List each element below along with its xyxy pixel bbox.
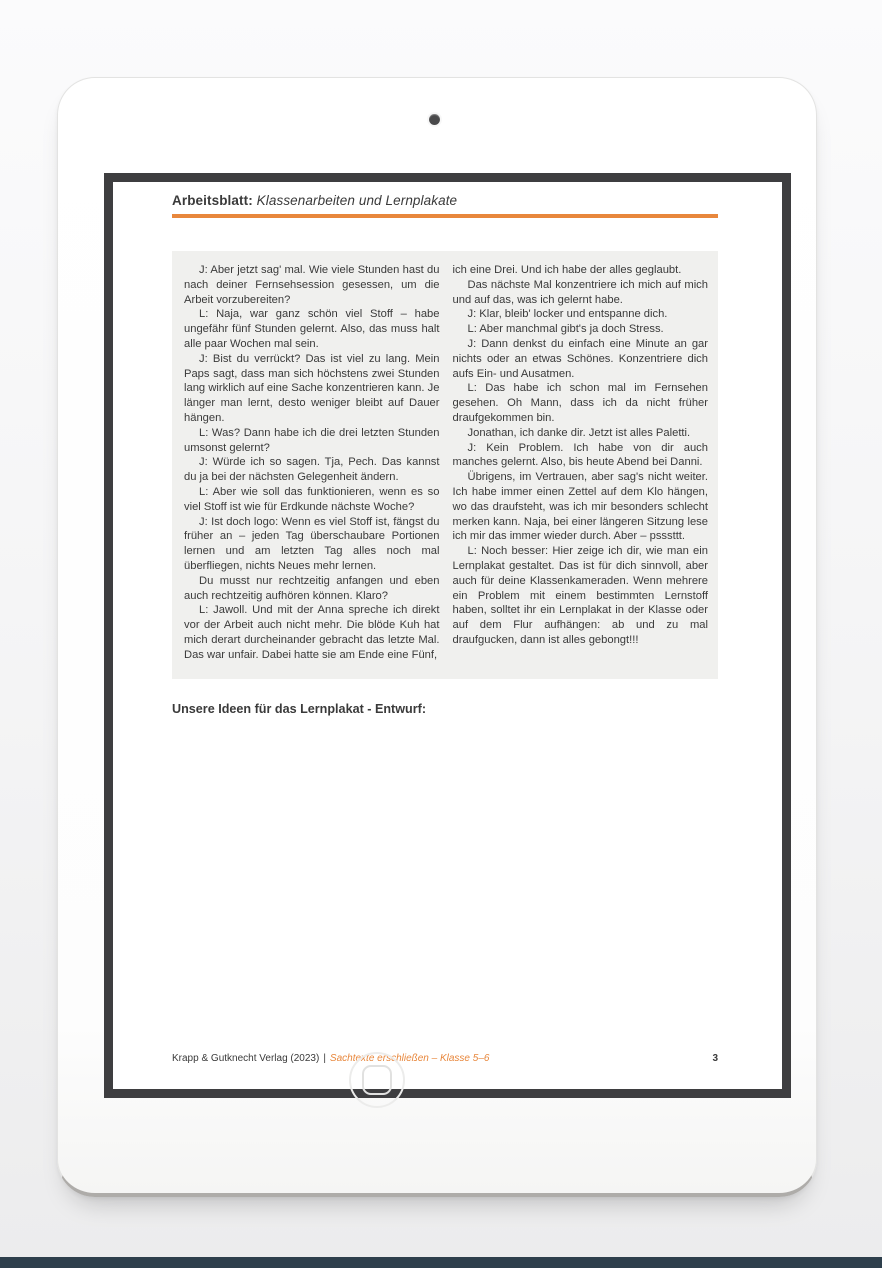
dialogue-paragraph: Das nächste Mal konzentriere ich mich auf mich und auf das, was ich gelernt habe. <box>452 278 708 306</box>
dialogue-paragraph: J: Ist doch logo: Wenn es viel Stoff ist, fängst du früher an – jeden Tag überschaubare Portionen lernen und am letzten Tag alles noch mal überfliegen, nichts Neues mehr lernen. <box>184 515 440 572</box>
dialogue-paragraph: J: Bist du verrückt? Das ist viel zu lang. Mein Paps sagt, dass man sich höchstens zwei Stunden lang wirklich auf eine Sache konzentrieren kann. Je länger man lernt, desto weniger bleibt auf Dauer hängen. <box>184 352 440 424</box>
footer-series-title: Sachtexte erschließen – Klasse 5–6 <box>329 1053 490 1064</box>
dialogue-paragraph: J: Aber jetzt sag' mal. Wie viele Stunden hast du nach deiner Fernsehsession gesessen, um die Arbeit vorzubereiten? <box>184 264 440 306</box>
dialogue-paragraph: L: Das habe ich schon mal im Fernsehen gesehen. Oh Mann, dass ich da nicht früher draufgekommen bin. <box>452 382 708 424</box>
worksheet-header-title: Klassenarbeiten und Lernplakate <box>256 193 458 208</box>
dialogue-column-right <box>453 263 709 679</box>
worksheet-header <box>172 193 718 208</box>
dialogue-column-left <box>184 263 440 679</box>
dialogue-paragraph: L: Jawoll. Und mit der Anna spreche ich direkt vor der Arbeit auch nicht mehr. Die blöde Kuh hat mich derart durcheinander gebracht das letzte Mal. Das war unfair. Dabei hatte sie am Ende eine Fünf, <box>184 604 440 661</box>
tablet-device <box>57 77 817 1197</box>
dialogue-paragraph: L: Naja, war ganz schön viel Stoff – habe ungefähr fünf Stunden gelernt. Also, das muss halt alle paar Wochen mal sein. <box>184 308 440 350</box>
dialogue-paragraph: L: Noch besser: Hier zeige ich dir, wie man ein Lernplakat gestaltet. Das ist für dich sinnvoll, aber auch für deine Klassenkameraden. Wenn mehrere ein Problem mit einem bestimmten Lernstoff haben, solltet ihr ein Lernplakat in der Klasse oder auf dem Flur aufhängen: ab und zu mal draufgucken, dann ist alles gebongt!!! <box>452 545 708 646</box>
footer-publisher: Krapp & Gutknecht Verlag (2023) <box>172 1053 320 1064</box>
dialogue-paragraph: Übrigens, im Vertrauen, aber sag's nicht weiter. Ich habe immer einen Zettel auf dem Klo hängen, wo das draufsteht, was ich mir besonders schlecht merken kann. Naja, bei einer längeren Sitzung lese ich mir das immer wieder durch. Aber – psssttt. <box>452 471 708 543</box>
footer-credit <box>172 1053 489 1064</box>
section-heading: Unsere Ideen für das Lernplakat - Entwurf: <box>172 702 427 716</box>
dialogue-paragraph: J: Würde ich so sagen. Tja, Pech. Das kannst du ja bei der nächsten Gelegenheit ändern. <box>184 456 440 484</box>
home-button-square-icon <box>362 1065 392 1095</box>
header-divider-rule <box>172 214 718 218</box>
dialogue-text-block <box>172 251 718 679</box>
dialogue-paragraph: Jonathan, ich danke dir. Jetzt ist alles Paletti. <box>467 426 691 439</box>
dialogue-paragraph: Du musst nur rechtzeitig anfangen und eben auch rechtzeitig aufhören können. Klaro? <box>184 574 440 602</box>
front-camera-dot <box>429 114 440 125</box>
dialogue-paragraph: J: Klar, bleib' locker und entspanne dich. <box>467 308 668 321</box>
dialogue-paragraph: L: Was? Dann habe ich die drei letzten Stunden umsonst gelernt? <box>184 426 440 454</box>
dialogue-paragraph: J: Kein Problem. Ich habe von dir auch manches gelernt. Also, bis heute Abend bei Danni. <box>452 441 708 469</box>
footer-separator: | <box>323 1053 326 1064</box>
dialogue-paragraph: L: Aber wie soll das funktionieren, wenn es so viel Stoff ist wie für Erdkunde nächste Woche? <box>184 485 440 513</box>
dialogue-paragraph: ich eine Drei. Und ich habe der alles geglaubt. <box>452 264 682 276</box>
dialogue-paragraph: L: Aber manchmal gibt's ja doch Stress. <box>467 323 664 336</box>
worksheet-page <box>113 182 782 1089</box>
page-footer <box>172 1053 718 1064</box>
worksheet-header-label: Arbeitsblatt: <box>172 193 253 208</box>
dialogue-paragraph: J: Dann denkst du einfach eine Minute an gar nichts oder an etwas Schönes. Konzentriere dich aufs Ein- und Ausatmen. <box>452 337 708 380</box>
tablet-screen <box>104 173 791 1098</box>
page-number: 3 <box>712 1053 718 1064</box>
bottom-edge-bar <box>0 1257 882 1268</box>
home-button[interactable] <box>349 1052 405 1108</box>
